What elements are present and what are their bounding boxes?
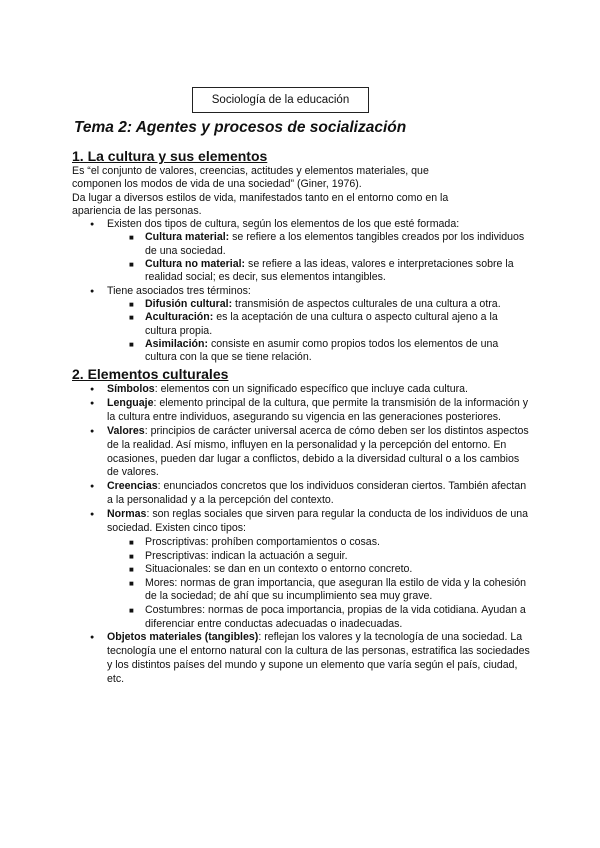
list-item-text: Existen dos tipos de cultura, según los elementos de los que esté formada: bbox=[107, 218, 460, 231]
term: Asimilación: bbox=[145, 337, 208, 350]
list-item bbox=[72, 258, 532, 285]
list-item bbox=[72, 218, 532, 231]
list-item bbox=[72, 563, 532, 577]
term-desc: es la aceptación de una cultura o aspecto cultural ajeno a la cultura propia. bbox=[145, 311, 498, 337]
list-item bbox=[72, 285, 532, 298]
list-item bbox=[72, 577, 532, 604]
section-heading: 1. La cultura y sus elementos bbox=[72, 148, 268, 164]
list-item bbox=[72, 383, 532, 397]
list-item bbox=[72, 604, 532, 631]
intro-line: Da lugar a diversos estilos de vida, manifestados tanto en el entorno como en la bbox=[72, 191, 449, 204]
term: Objetos materiales (tangibles) bbox=[107, 631, 259, 644]
course-title: Sociología de la educación bbox=[211, 94, 350, 106]
section-elementos bbox=[72, 366, 532, 687]
norm-type: Situacionales: se dan en un contexto o entorno concreto. bbox=[145, 563, 413, 576]
culture-list bbox=[72, 218, 532, 364]
norm-type: Mores: normas de gran importancia, que aseguran lla estilo de vida y la cohesión de la sociedad; de ahí que su incumplimiento sea muy grave. bbox=[145, 576, 526, 603]
term: Valores bbox=[107, 424, 145, 437]
term: Símbolos bbox=[107, 383, 155, 395]
list-item bbox=[72, 311, 532, 338]
term-desc: : elemento principal de la cultura, que permite la transmisión de la información y la cultura entre individuos, asegurando su vigencia en las generaciones posteriores. bbox=[107, 396, 529, 423]
term-desc: transmisión de aspectos culturales de una cultura a otra. bbox=[232, 297, 501, 310]
term: Difusión cultural: bbox=[145, 297, 233, 310]
term-desc: : reflejan los valores y la tecnología de una sociedad. La tecnología une el entorno natural con la cultura de las personas, estratifica las sociedades y los distintos países del mundo y supone un elemento que varía según el país, ciudad, etc. bbox=[107, 631, 530, 685]
term-desc: consiste en asumir como propios todos los elementos de una cultura con la que se tiene relación. bbox=[145, 337, 499, 364]
term-desc: : son reglas sociales que sirven para regular la conducta de los individuos de una sociedad. Existen cinco tipos: bbox=[107, 508, 529, 535]
term: Normas bbox=[107, 508, 147, 521]
intro-line: componen los modos de vida de una sociedad” (Giner, 1976). bbox=[72, 178, 362, 191]
term-desc: : enunciados concretos que los individuos consideran ciertos. También afectan a la personalidad y a la percepción del contexto. bbox=[107, 480, 527, 507]
list-item bbox=[72, 550, 532, 564]
term-desc: se refiere a los elementos tangibles creados por los individuos de una sociedad. bbox=[145, 231, 525, 257]
document-title: Tema 2: Agentes y procesos de socialización bbox=[74, 119, 407, 136]
list-item bbox=[72, 631, 532, 687]
list-item bbox=[72, 338, 532, 365]
list-item bbox=[72, 536, 532, 550]
term-desc: : principios de carácter universal acerca de cómo deben ser los distintos aspectos de la realidad. Así mismo, influyen en la personalidad y la percepción del entorno. En ocasiones, pueden dar lugar a conflictos, debido a la diversidad cultural o a los cambios de valores. bbox=[107, 424, 529, 479]
list-item bbox=[72, 480, 532, 508]
list-item bbox=[72, 298, 532, 311]
course-title-box bbox=[192, 87, 369, 113]
list-item bbox=[72, 397, 532, 425]
term: Lenguaje bbox=[107, 396, 154, 409]
list-item bbox=[72, 508, 532, 536]
elements-list bbox=[72, 383, 532, 687]
norm-type: Prescriptivas: indican la actuación a seguir. bbox=[145, 549, 348, 562]
section-heading: 2. Elementos culturales bbox=[72, 366, 229, 382]
term: Cultura no material: bbox=[145, 258, 246, 271]
intro-line: Es “el conjunto de valores, creencias, actitudes y elementos materiales, que bbox=[72, 165, 429, 177]
norm-type: Costumbres: normas de poca importancia, propias de la vida cotidiana. Ayudan a diferenciar entre conductas adecuadas o inadecuadas. bbox=[145, 603, 526, 630]
term: Creencias bbox=[107, 480, 158, 493]
norm-type: Proscriptivas: prohíben comportamientos o cosas. bbox=[145, 535, 380, 548]
term-desc: : elementos con un significado específico que incluye cada cultura. bbox=[154, 383, 468, 395]
term-desc: se refiere a las ideas, valores e interpretaciones sobre la realidad social; es decir, sus elementos intangibles. bbox=[145, 258, 514, 284]
list-item bbox=[72, 425, 532, 481]
term: Cultura material: bbox=[145, 231, 230, 244]
section-cultura bbox=[72, 148, 532, 364]
intro-line: apariencia de las personas. bbox=[72, 204, 202, 217]
list-item bbox=[72, 231, 532, 258]
term: Aculturación: bbox=[145, 311, 214, 324]
list-item-text: Tiene asociados tres términos: bbox=[107, 284, 251, 297]
